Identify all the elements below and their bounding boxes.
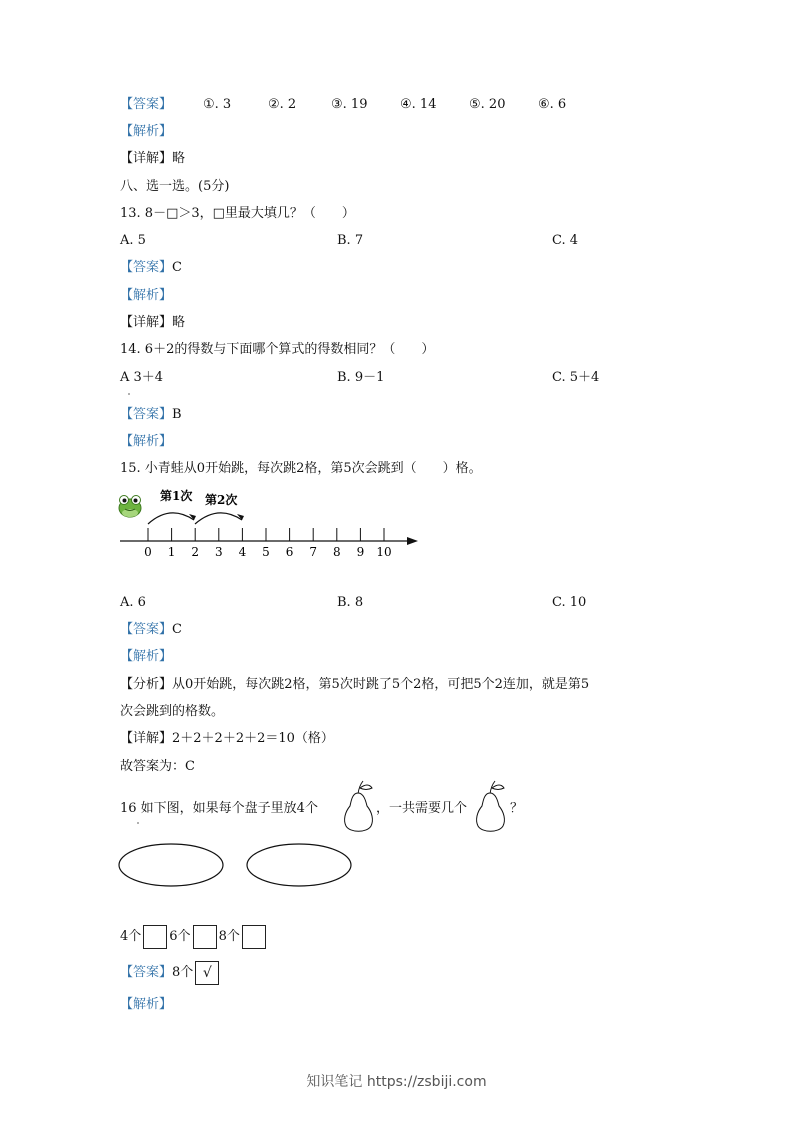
tick-label: 6 bbox=[285, 545, 294, 559]
stray-dot bbox=[128, 393, 130, 395]
tick-label: 2 bbox=[191, 545, 200, 559]
q16-analysis-tag: 【解析】 bbox=[120, 997, 173, 1012]
answer-tag: 【答案】 bbox=[120, 260, 173, 275]
number-line-ticks bbox=[144, 528, 391, 559]
tick-label: 0 bbox=[144, 545, 152, 559]
q15-question: 15. 小青蛙从0开始跳，每次跳2格，第5次会跳到（ ）格。 bbox=[120, 461, 482, 476]
q13-option-a: A. 5 bbox=[120, 233, 146, 248]
jump2-arc bbox=[195, 513, 242, 524]
q15-fenxi-line1 bbox=[120, 676, 589, 694]
q15-conclusion: 故答案为：C bbox=[120, 759, 195, 774]
detail-tag: 【详解】 bbox=[120, 151, 173, 166]
jump1-arc bbox=[148, 513, 194, 524]
pear-icon bbox=[474, 780, 508, 834]
answer-tag: 【答案】 bbox=[120, 622, 173, 637]
detail-text: 略 bbox=[172, 315, 186, 330]
q16-answer bbox=[120, 960, 221, 986]
q16-question-end: ？ bbox=[510, 801, 524, 816]
answer-tag: 【答案】 bbox=[120, 407, 173, 422]
answer-value: C bbox=[172, 260, 182, 275]
q13-detail bbox=[120, 314, 185, 332]
tick-label: 7 bbox=[309, 545, 318, 559]
tick-label: 10 bbox=[376, 545, 392, 559]
choice-box-6[interactable] bbox=[193, 925, 217, 949]
answer-value: C bbox=[172, 622, 182, 637]
answer-tag: 【答案】 bbox=[120, 965, 173, 980]
stray-dot bbox=[137, 822, 139, 824]
q15-detail bbox=[120, 730, 334, 748]
tick-label: 1 bbox=[167, 545, 176, 559]
q14-analysis-tag: 【解析】 bbox=[120, 434, 173, 449]
pear-icon bbox=[342, 780, 376, 834]
q15-option-a: A. 6 bbox=[120, 595, 146, 610]
q13-option-b: B. 7 bbox=[337, 233, 364, 248]
fenxi-tag: 【分析】 bbox=[120, 677, 173, 692]
q12-answer-6: ⑥. 6 bbox=[538, 97, 567, 112]
section-heading: 八、选一选。(5分) bbox=[120, 179, 230, 194]
answer-value: 8个 bbox=[172, 965, 194, 980]
frog-icon bbox=[119, 496, 141, 518]
q12-detail bbox=[120, 150, 185, 168]
fenxi-text: 从0开始跳，每次跳2格，第5次时跳了5个2格，可把5个2连加，就是第5 bbox=[172, 677, 590, 692]
q12-answer-4: ④. 14 bbox=[400, 97, 437, 112]
jump2-label: 第2次 bbox=[205, 493, 238, 507]
choice-label-6: 6个 bbox=[169, 929, 191, 944]
tick-label: 3 bbox=[214, 545, 223, 559]
detail-tag: 【详解】 bbox=[120, 315, 173, 330]
q13-analysis-tag: 【解析】 bbox=[120, 288, 173, 303]
choice-label-8: 8个 bbox=[218, 929, 240, 944]
q16-question-part2: ，一共需要几个 bbox=[376, 801, 468, 816]
answer-tag: 【答案】 bbox=[120, 97, 173, 112]
q15-option-b: B. 8 bbox=[337, 595, 364, 610]
q15-analysis-tag: 【解析】 bbox=[120, 649, 173, 664]
number-line-arrow bbox=[407, 537, 418, 545]
q14-option-b: B. 9－1 bbox=[337, 370, 385, 385]
detail-text: 2＋2＋2＋2＋2＝10（格） bbox=[172, 731, 334, 746]
q13-question: 13. 8－□＞3，□里最大填几？（ ） bbox=[120, 206, 355, 221]
tick-label: 4 bbox=[238, 545, 247, 559]
choice-label-4: 4个 bbox=[120, 929, 142, 944]
q16-question-part1: 16 如下图，如果每个盘子里放4个 bbox=[120, 801, 318, 816]
q12-analysis-tag: 【解析】 bbox=[120, 124, 173, 139]
q14-answer bbox=[120, 406, 182, 424]
q12-answer-1: ①. 3 bbox=[203, 97, 232, 112]
footer-watermark: 知识笔记 https://zsbiji.com bbox=[306, 1074, 487, 1090]
q12-answer-3: ③. 19 bbox=[331, 97, 368, 112]
q13-answer bbox=[120, 259, 182, 277]
choice-box-8[interactable] bbox=[242, 925, 266, 949]
jump1-label: 第1次 bbox=[160, 489, 193, 503]
choice-box-4[interactable] bbox=[143, 925, 167, 949]
plates-figure bbox=[118, 842, 358, 888]
tick-label: 8 bbox=[332, 545, 341, 559]
detail-text: 略 bbox=[172, 151, 186, 166]
q14-option-a: A 3＋4 bbox=[120, 370, 164, 385]
tick-label: 5 bbox=[262, 545, 270, 559]
answer-value: B bbox=[172, 407, 182, 422]
q12-answer-2: ②. 2 bbox=[268, 97, 297, 112]
q15-answer bbox=[120, 621, 182, 639]
plate-1 bbox=[119, 844, 223, 886]
q13-option-c: C. 4 bbox=[552, 233, 579, 248]
q14-question: 14. 6＋2的得数与下面哪个算式的得数相同？（ ） bbox=[120, 342, 435, 357]
q15-option-c: C. 10 bbox=[552, 595, 587, 610]
q12-answer-5: ⑤. 20 bbox=[469, 97, 506, 112]
detail-tag: 【详解】 bbox=[120, 731, 173, 746]
answer-check-box: √ bbox=[195, 961, 219, 985]
number-line-figure bbox=[112, 486, 432, 562]
q15-fenxi-line2: 次会跳到的格数。 bbox=[120, 704, 225, 719]
tick-label: 9 bbox=[356, 545, 365, 559]
plate-2 bbox=[247, 844, 351, 886]
q14-option-c: C. 5＋4 bbox=[552, 370, 600, 385]
q16-choices bbox=[120, 924, 268, 950]
q12-answer-row bbox=[120, 96, 172, 114]
